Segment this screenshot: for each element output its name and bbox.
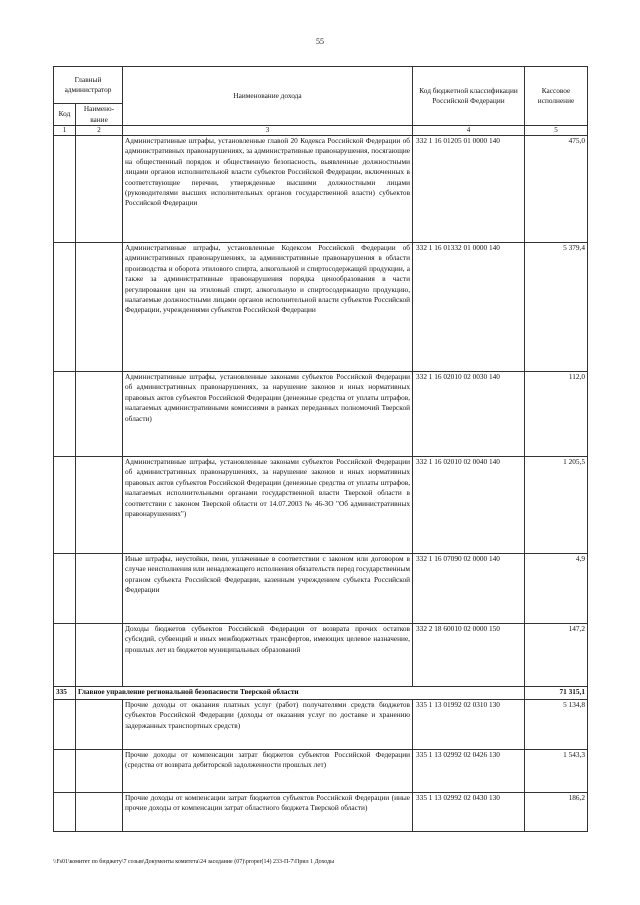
table-row <box>54 700 588 750</box>
page-number: 55 <box>316 37 324 46</box>
budget-code: 332 1 16 02010 02 0040 140 <box>413 457 525 554</box>
budget-code: 332 1 16 02010 02 0030 140 <box>413 372 525 457</box>
admin-group-header: Главный администратор <box>54 67 123 104</box>
amount-header: Кассовое исполнение <box>525 67 588 126</box>
budget-code: 332 1 16 07090 02 0000 140 <box>413 554 525 624</box>
section-title: Главное управление региональной безопасности Тверской области <box>76 687 525 700</box>
section-row <box>54 687 588 700</box>
table-row <box>54 750 588 793</box>
table-row <box>54 243 588 372</box>
income-name: Административные штрафы, установленные Кодексом Российской Федерации об административных правонарушениях, за административные правонарушения в области производства и оборота этилового спирта, алкогольной и спиртосодержащей продукции, а также за административные правонарушения порядка ценообразования в части регулирования цен на этиловый спирт, алкогольную и спиртосодержащую продукцию, налагаемые должностными лицами органов исполнительной власти субъектов Российской Федерации, учреждениями субъектов Российской Федерации <box>123 243 413 372</box>
income-name: Иные штрафы, неустойки, пени, уплаченные в соответствии с законом или договором в случае неисполнения или ненадлежащего исполнения обязательств перед государственным органом субъекта Российской Федерации, казенным учреждением субъекта Российской Федерации <box>123 554 413 624</box>
file-path-footer: \\Fs01\комитет по бюджету\7 созыв\Документы комитета\24 заседание (07)\proper(14) 233-П-7\Прил 1 Доходы <box>53 859 335 865</box>
amount: 1 543,3 <box>525 750 588 793</box>
income-name: Прочие доходы от компенсации затрат бюджетов субъектов Российской Федерации (иные прочие доходы от компенсации затрат областного бюджета Тверской области) <box>123 793 413 832</box>
income-name: Административные штрафы, установленные законами субъектов Российской Федерации об административных правонарушениях, за нарушение законов и иных нормативных правовых актов субъектов Российской Федерации (денежные средства от уплаты штрафов, налагаемых административными комиссиями в рамках переданных полномочий Тверской области) <box>123 372 413 457</box>
column-number: 3 <box>123 126 413 136</box>
admin-name-header: Наимено-вание <box>76 104 123 126</box>
table-row <box>54 457 588 554</box>
column-number: 4 <box>413 126 525 136</box>
table-row <box>54 554 588 624</box>
section-amount: 71 315,1 <box>525 687 588 700</box>
table-row <box>54 372 588 457</box>
budget-code-header: Код бюджетной классификации Российской Федерации <box>413 67 525 126</box>
budget-code: 335 1 13 02992 02 0430 130 <box>413 793 525 832</box>
income-name: Доходы бюджетов субъектов Российской Федерации от возврата прочих остатков субсидий, субвенций и иных межбюджетных трансфертов, имеющих целевое назначение, прошлых лет из бюджетов муниципальных образований <box>123 624 413 687</box>
budget-code: 332 1 16 01332 01 0000 140 <box>413 243 525 372</box>
amount: 147,2 <box>525 624 588 687</box>
amount: 1 205,5 <box>525 457 588 554</box>
budget-code: 332 2 18 60010 02 0000 150 <box>413 624 525 687</box>
amount: 5 379,4 <box>525 243 588 372</box>
column-number: 2 <box>76 126 123 136</box>
amount: 5 134,8 <box>525 700 588 750</box>
amount: 475,0 <box>525 136 588 243</box>
column-number: 5 <box>525 126 588 136</box>
amount: 186,2 <box>525 793 588 832</box>
income-name: Прочие доходы от оказания платных услуг (работ) получателями средств бюджетов субъектов Российской Федерации (доходы от оказания услуг по доставке и хранению задержанных транспортных средств) <box>123 700 413 750</box>
section-code: 335 <box>54 687 76 700</box>
budget-code: 335 1 13 02992 02 0426 130 <box>413 750 525 793</box>
amount: 4,9 <box>525 554 588 624</box>
income-name: Административные штрафы, установленные законами субъектов Российской Федерации об административных правонарушениях, за нарушение законов и иных нормативных правовых актов субъектов Российской Федерации (денежные средства от уплаты штрафов, налагаемых исполнительными органами государственной власти Тверской области в соответствии с законом Тверской области от 14.07.2003 № 46-ЗО "Об административных правонарушениях") <box>123 457 413 554</box>
table-row <box>54 793 588 832</box>
table-row <box>54 136 588 243</box>
code-header: Код <box>54 104 76 126</box>
income-name-header: Наименование дохода <box>123 67 413 126</box>
amount: 112,0 <box>525 372 588 457</box>
income-name: Прочие доходы от компенсации затрат бюджетов субъектов Российской Федерации (средства от возврата дебиторской задолженности прошлых лет) <box>123 750 413 793</box>
budget-code: 335 1 13 01992 02 0310 130 <box>413 700 525 750</box>
income-table <box>53 66 588 832</box>
table-row <box>54 624 588 687</box>
income-name: Административные штрафы, установленные главой 20 Кодекса Российской Федерации об административных правонарушениях, за административные правонарушения, посягающие на общественный порядок и общественную безопасность, выявленные должностными лицами органов исполнительной власти субъектов Российской Федерации, включенных в соответствующие перечни, утвержденные высшими должностными лицами (руководителями высших исполнительных органов государственной власти) субъектов Российской Федерации <box>123 136 413 243</box>
budget-code: 332 1 16 01205 01 0000 140 <box>413 136 525 243</box>
column-number: 1 <box>54 126 76 136</box>
